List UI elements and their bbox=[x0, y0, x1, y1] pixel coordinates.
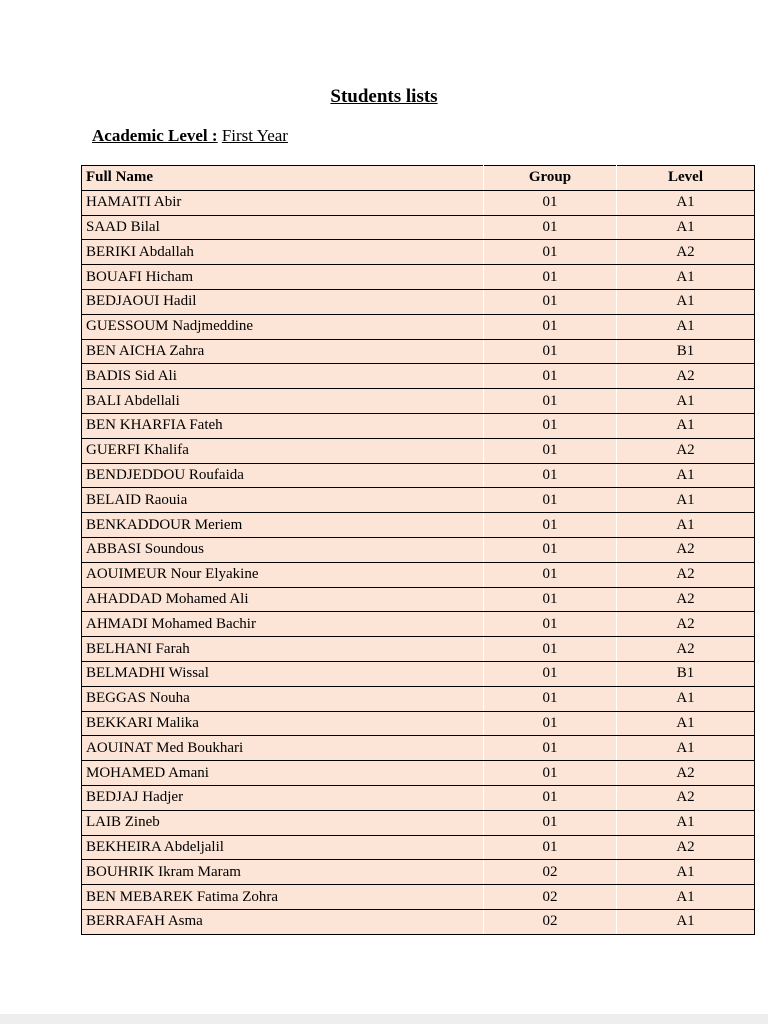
table-row bbox=[82, 438, 755, 463]
student-name-cell: BELAID Raouia bbox=[82, 488, 484, 513]
student-name-cell: HAMAITI Abir bbox=[82, 190, 484, 215]
student-name-cell: GUERFI Khalifa bbox=[82, 438, 484, 463]
table-row bbox=[82, 215, 755, 240]
student-name-cell: BEGGAS Nouha bbox=[82, 686, 484, 711]
student-level-cell: A2 bbox=[617, 785, 755, 810]
table-row bbox=[82, 835, 755, 860]
student-name-cell: AHADDAD Mohamed Ali bbox=[82, 587, 484, 612]
table-row bbox=[82, 637, 755, 662]
table-row bbox=[82, 885, 755, 910]
student-level-cell: A2 bbox=[617, 612, 755, 637]
table-row bbox=[82, 463, 755, 488]
student-name-cell: BADIS Sid Ali bbox=[82, 364, 484, 389]
table-row bbox=[82, 810, 755, 835]
student-group-cell: 01 bbox=[484, 562, 617, 587]
student-level-cell: A1 bbox=[617, 314, 755, 339]
student-group-cell: 01 bbox=[484, 389, 617, 414]
student-name-cell: BELMADHI Wissal bbox=[82, 661, 484, 686]
student-group-cell: 01 bbox=[484, 463, 617, 488]
student-group-cell: 01 bbox=[484, 488, 617, 513]
student-group-cell: 01 bbox=[484, 265, 617, 290]
student-level-cell: A1 bbox=[617, 885, 755, 910]
student-name-cell: BEKKARI Malika bbox=[82, 711, 484, 736]
student-level-cell: A2 bbox=[617, 835, 755, 860]
student-level-cell: A1 bbox=[617, 190, 755, 215]
table-row bbox=[82, 909, 755, 934]
table-row bbox=[82, 785, 755, 810]
table-row bbox=[82, 761, 755, 786]
student-name-cell: GUESSOUM Nadjmeddine bbox=[82, 314, 484, 339]
student-level-cell: A1 bbox=[617, 513, 755, 538]
student-level-cell: A1 bbox=[617, 860, 755, 885]
student-level-cell: A1 bbox=[617, 265, 755, 290]
student-level-cell: A1 bbox=[617, 215, 755, 240]
student-level-cell: A1 bbox=[617, 389, 755, 414]
student-group-cell: 01 bbox=[484, 810, 617, 835]
student-group-cell: 01 bbox=[484, 835, 617, 860]
student-name-cell: AHMADI Mohamed Bachir bbox=[82, 612, 484, 637]
student-group-cell: 01 bbox=[484, 513, 617, 538]
student-group-cell: 01 bbox=[484, 661, 617, 686]
student-group-cell: 01 bbox=[484, 785, 617, 810]
table-row bbox=[82, 314, 755, 339]
student-level-cell: A1 bbox=[617, 289, 755, 314]
student-name-cell: BOUAFI Hicham bbox=[82, 265, 484, 290]
student-group-cell: 01 bbox=[484, 413, 617, 438]
header-full-name: Full Name bbox=[82, 166, 484, 191]
student-name-cell: BEN AICHA Zahra bbox=[82, 339, 484, 364]
header-group: Group bbox=[484, 166, 617, 191]
table-header-row bbox=[82, 166, 755, 191]
student-name-cell: LAIB Zineb bbox=[82, 810, 484, 835]
student-level-cell: A2 bbox=[617, 537, 755, 562]
student-name-cell: BEN MEBAREK Fatima Zohra bbox=[82, 885, 484, 910]
student-name-cell: BEDJAOUI Hadil bbox=[82, 289, 484, 314]
student-name-cell: BELHANI Farah bbox=[82, 637, 484, 662]
student-name-cell: BEDJAJ Hadjer bbox=[82, 785, 484, 810]
student-name-cell: BENDJEDDOU Roufaida bbox=[82, 463, 484, 488]
table-row bbox=[82, 686, 755, 711]
table-row bbox=[82, 587, 755, 612]
table-row bbox=[82, 661, 755, 686]
student-level-cell: B1 bbox=[617, 339, 755, 364]
academic-level-line bbox=[92, 126, 288, 146]
table-row bbox=[82, 289, 755, 314]
student-name-cell: SAAD Bilal bbox=[82, 215, 484, 240]
student-level-cell: A1 bbox=[617, 686, 755, 711]
student-group-cell: 01 bbox=[484, 761, 617, 786]
student-level-cell: A2 bbox=[617, 438, 755, 463]
student-group-cell: 01 bbox=[484, 612, 617, 637]
student-level-cell: A2 bbox=[617, 364, 755, 389]
student-group-cell: 01 bbox=[484, 438, 617, 463]
student-level-cell: A1 bbox=[617, 413, 755, 438]
table-row bbox=[82, 364, 755, 389]
student-group-cell: 02 bbox=[484, 909, 617, 934]
student-group-cell: 01 bbox=[484, 637, 617, 662]
page-title: Students lists bbox=[330, 86, 438, 107]
table-row bbox=[82, 513, 755, 538]
student-group-cell: 02 bbox=[484, 885, 617, 910]
table-row bbox=[82, 339, 755, 364]
student-name-cell: BALI Abdellali bbox=[82, 389, 484, 414]
student-level-cell: A1 bbox=[617, 488, 755, 513]
student-name-cell: BENKADDOUR Meriem bbox=[82, 513, 484, 538]
table-row bbox=[82, 413, 755, 438]
student-group-cell: 01 bbox=[484, 736, 617, 761]
viewer-bottom-strip bbox=[0, 1014, 768, 1024]
table-row bbox=[82, 562, 755, 587]
student-level-cell: A1 bbox=[617, 736, 755, 761]
student-group-cell: 01 bbox=[484, 314, 617, 339]
student-group-cell: 01 bbox=[484, 289, 617, 314]
student-name-cell: ABBASI Soundous bbox=[82, 537, 484, 562]
academic-level-value: First Year bbox=[221, 126, 288, 145]
student-level-cell: A1 bbox=[617, 810, 755, 835]
student-level-cell: B1 bbox=[617, 661, 755, 686]
table-row bbox=[82, 537, 755, 562]
table-row bbox=[82, 711, 755, 736]
student-group-cell: 01 bbox=[484, 339, 617, 364]
student-name-cell: AOUINAT Med Boukhari bbox=[82, 736, 484, 761]
student-name-cell: AOUIMEUR Nour Elyakine bbox=[82, 562, 484, 587]
academic-level-label: Academic Level : bbox=[92, 126, 218, 145]
table-row bbox=[82, 612, 755, 637]
header-level: Level bbox=[617, 166, 755, 191]
student-level-cell: A2 bbox=[617, 562, 755, 587]
table-row bbox=[82, 488, 755, 513]
student-group-cell: 01 bbox=[484, 711, 617, 736]
student-level-cell: A2 bbox=[617, 240, 755, 265]
students-table bbox=[81, 165, 755, 935]
table-row bbox=[82, 860, 755, 885]
student-level-cell: A1 bbox=[617, 463, 755, 488]
student-group-cell: 01 bbox=[484, 686, 617, 711]
table-body bbox=[82, 190, 755, 934]
student-name-cell: BEKHEIRA Abdeljalil bbox=[82, 835, 484, 860]
table-row bbox=[82, 736, 755, 761]
student-group-cell: 01 bbox=[484, 537, 617, 562]
student-group-cell: 01 bbox=[484, 240, 617, 265]
student-group-cell: 01 bbox=[484, 364, 617, 389]
student-level-cell: A2 bbox=[617, 761, 755, 786]
student-name-cell: BERRAFAH Asma bbox=[82, 909, 484, 934]
student-level-cell: A1 bbox=[617, 711, 755, 736]
student-name-cell: BEN KHARFIA Fateh bbox=[82, 413, 484, 438]
table-row bbox=[82, 240, 755, 265]
table-row bbox=[82, 389, 755, 414]
student-group-cell: 01 bbox=[484, 587, 617, 612]
student-level-cell: A1 bbox=[617, 909, 755, 934]
student-group-cell: 01 bbox=[484, 215, 617, 240]
student-name-cell: BERIKI Abdallah bbox=[82, 240, 484, 265]
table-row bbox=[82, 190, 755, 215]
table-row bbox=[82, 265, 755, 290]
student-level-cell: A2 bbox=[617, 587, 755, 612]
student-name-cell: MOHAMED Amani bbox=[82, 761, 484, 786]
student-group-cell: 02 bbox=[484, 860, 617, 885]
student-level-cell: A2 bbox=[617, 637, 755, 662]
student-group-cell: 01 bbox=[484, 190, 617, 215]
student-name-cell: BOUHRIK Ikram Maram bbox=[82, 860, 484, 885]
